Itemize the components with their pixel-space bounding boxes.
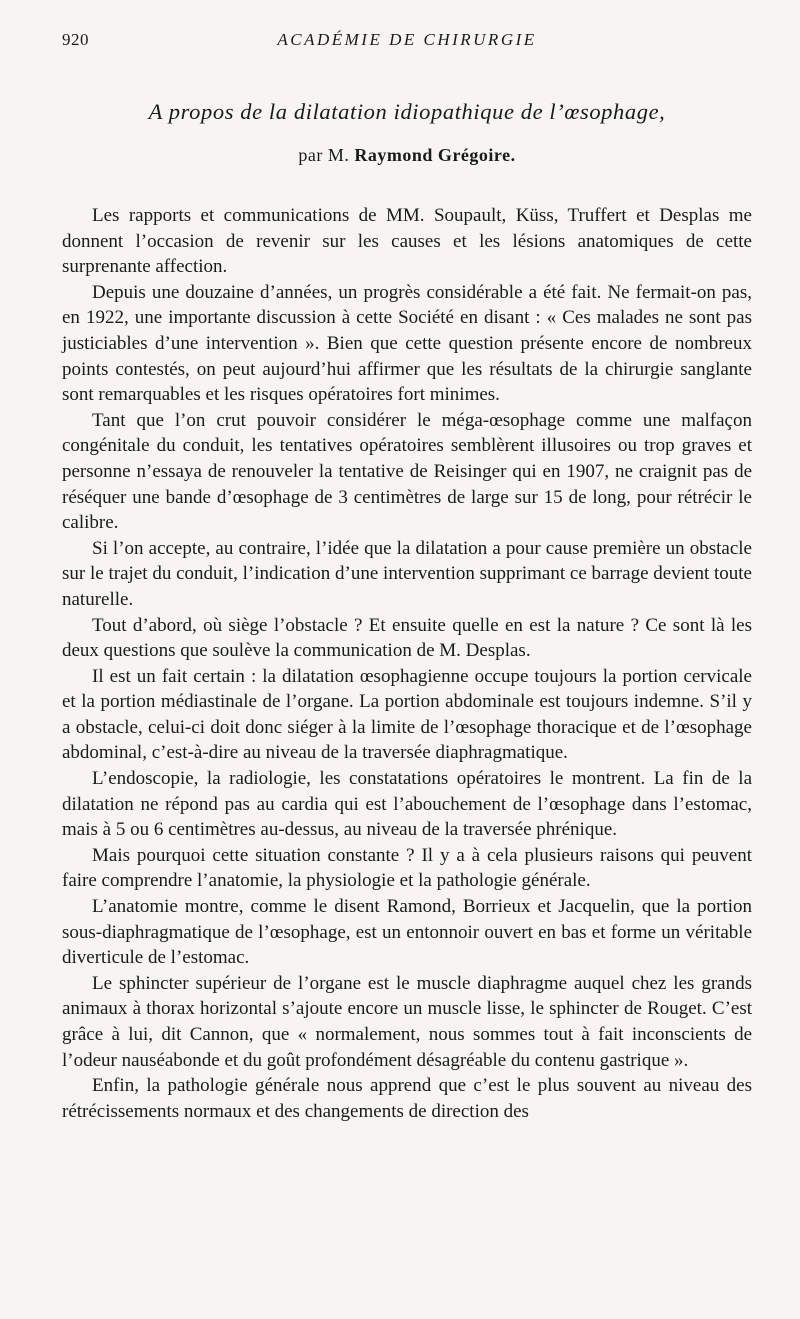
paragraph: Enfin, la pathologie générale nous apprend que c’est le plus souvent au niveau des rétrécissements normaux et des changements de direction des bbox=[62, 1075, 752, 1122]
paragraph: L’endoscopie, la radiologie, les constatations opératoires le montrent. La fin de la dilatation ne répond pas au cardia qui est l’abouchement de l’œsophage dans l’estomac, mais à 5 ou 6 centimètres au-dessus, au niveau de la traversée phrénique. bbox=[62, 768, 752, 841]
article-title: A propos de la dilatation idiopathique de l’œsophage, bbox=[148, 99, 666, 124]
paragraph: Tant que l’on crut pouvoir considérer le méga-œsophage comme une malfaçon congénitale du conduit, les tentatives opératoires semblèrent illusoires ou trop graves et personne n’essaya de renouveler la tentative de Reisinger qui en 1907, ne craignit pas de réséquer une bande d’œsophage de 3 centimètres de large sur 15 de long, pour rétrécir le calibre. bbox=[62, 409, 752, 534]
paragraph: Si l’on accepte, au contraire, l’idée que la dilatation a pour cause première un obstacle sur le trajet du conduit, l’indication d’une intervention supprimant ce barrage devient toute naturelle. bbox=[62, 537, 752, 610]
paragraph: Mais pourquoi cette situation constante ? Il y a à cela plusieurs raisons qui peuvent faire comprendre l’anatomie, la physiologie et la pathologie générale. bbox=[62, 844, 752, 892]
paragraph: L’anatomie montre, comme le disent Ramond, Borrieux et Jacquelin, que la portion sous-diaphragmatique de l’œsophage, est un entonnoir ouvert en bas et forme un véritable diverticule de l’estomac. bbox=[62, 896, 752, 969]
paragraph: Tout d’abord, où siège l’obstacle ? Et ensuite quelle en est la nature ? Ce sont là les deux questions que soulève la communication de M. Desplas. bbox=[62, 614, 752, 662]
byline bbox=[62, 145, 752, 166]
author-name: Raymond Grégoire. bbox=[354, 145, 516, 165]
paragraph: Il est un fait certain : la dilatation œsophagienne occupe toujours la portion cervicale et la portion médiastinale de l’organe. La portion abdominale est toujours indemne. S’il y a obstacle, celui-ci doit donc siéger à la limite de l’œsophage thoracique et de l’œsophage abdominal, c’est-à-dire au niveau de la traversée diaphragmatique. bbox=[62, 665, 752, 764]
paragraph: Depuis une douzaine d’années, un progrès considérable a été fait. Ne fermait-on pas, en 1922, une importante discussion à cette Société en disant : « Ces malades ne sont pas justiciables d’une intervention ». Bien que cette question présente encore de nombreux points contestés, on peut aujourd’hui affirmer que les résultats de la chirurgie sanglante sont remarquables et les risques opératoires fort minimes. bbox=[62, 281, 752, 406]
page-header bbox=[62, 30, 752, 56]
article-body bbox=[62, 203, 752, 1124]
paragraph: Le sphincter supérieur de l’organe est le muscle diaphragme auquel chez les grands animaux à thorax horizontal s’ajoute encore un muscle lisse, le sphincter de Rouget. C’est grâce à lui, dit Cannon, que « normalement, nous sommes tout à fait inconscients de l’odeur nauséabonde et du goût profondément désagréable du contenu gastrique ». bbox=[62, 972, 752, 1071]
byline-prefix: par M. bbox=[298, 145, 350, 165]
page-number: 920 bbox=[62, 30, 89, 49]
running-head: ACADÉMIE DE CHIRURGIE bbox=[277, 30, 537, 49]
paragraph: Les rapports et communications de MM. Soupault, Küss, Truffert et Desplas me donnent l’occasion de revenir sur les causes et les lésions anatomiques de cette surprenante affection. bbox=[62, 205, 752, 278]
